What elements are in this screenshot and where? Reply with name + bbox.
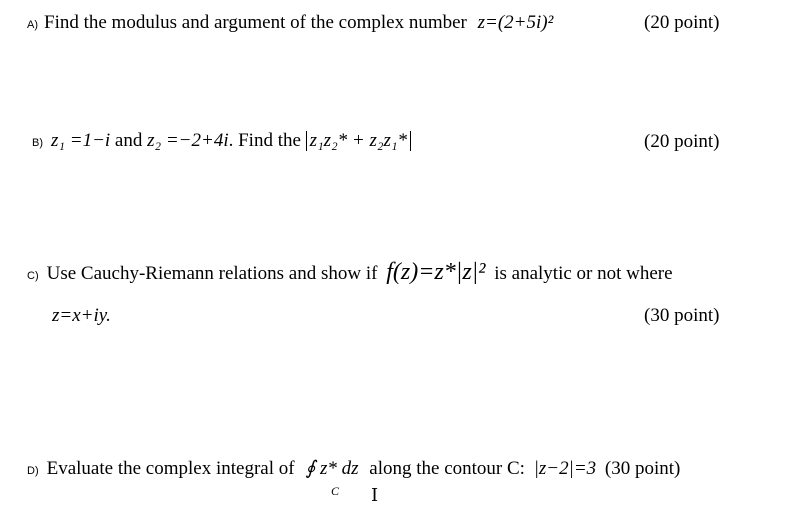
problem-b-z1: z₁ =1−i	[51, 130, 111, 151]
problem-c-marker: C)	[27, 270, 39, 282]
problem-d-integral: ∮ z* dz	[305, 458, 359, 479]
problem-c-line2: z=x+iy.	[52, 305, 111, 326]
problem-b-and: and	[114, 130, 143, 151]
problem-b-abs-expression: z₁z₂* + z₂z₁*	[306, 131, 411, 151]
problem-d-points: (30 point)	[604, 458, 681, 479]
problem-d	[27, 457, 680, 480]
problem-a-marker: A)	[27, 19, 38, 31]
problem-b-z2: z₂ =−2+4i	[147, 130, 229, 151]
problem-c-text1: Use Cauchy-Riemann relations and show if	[46, 263, 378, 284]
problem-a-points: (20 point)	[644, 12, 720, 33]
problem-a	[27, 12, 553, 34]
problem-a-text: Find the modulus and argument of the complex number	[44, 12, 467, 33]
problem-c	[27, 259, 673, 286]
problem-c-points: (30 point)	[644, 305, 720, 326]
problem-d-text2: along the contour C:	[369, 458, 525, 479]
problem-d-contour-expression: |z−2|=3	[533, 458, 597, 479]
text-cursor-icon: I	[371, 485, 379, 506]
problem-b	[32, 130, 411, 152]
problem-d-marker: D)	[27, 465, 39, 477]
problem-d-contour-label: C	[331, 484, 340, 498]
problem-b-marker: B)	[32, 137, 43, 149]
problem-d-text1: Evaluate the complex integral of	[46, 458, 295, 479]
problem-a-expression: z=(2+5i)²	[477, 12, 554, 33]
problem-b-points: (20 point)	[644, 131, 720, 152]
problem-c-expression: f(z)=z*|z|²	[386, 259, 486, 285]
problem-c-text2: is analytic or not where	[494, 263, 673, 284]
problem-b-find: . Find the	[228, 130, 301, 151]
